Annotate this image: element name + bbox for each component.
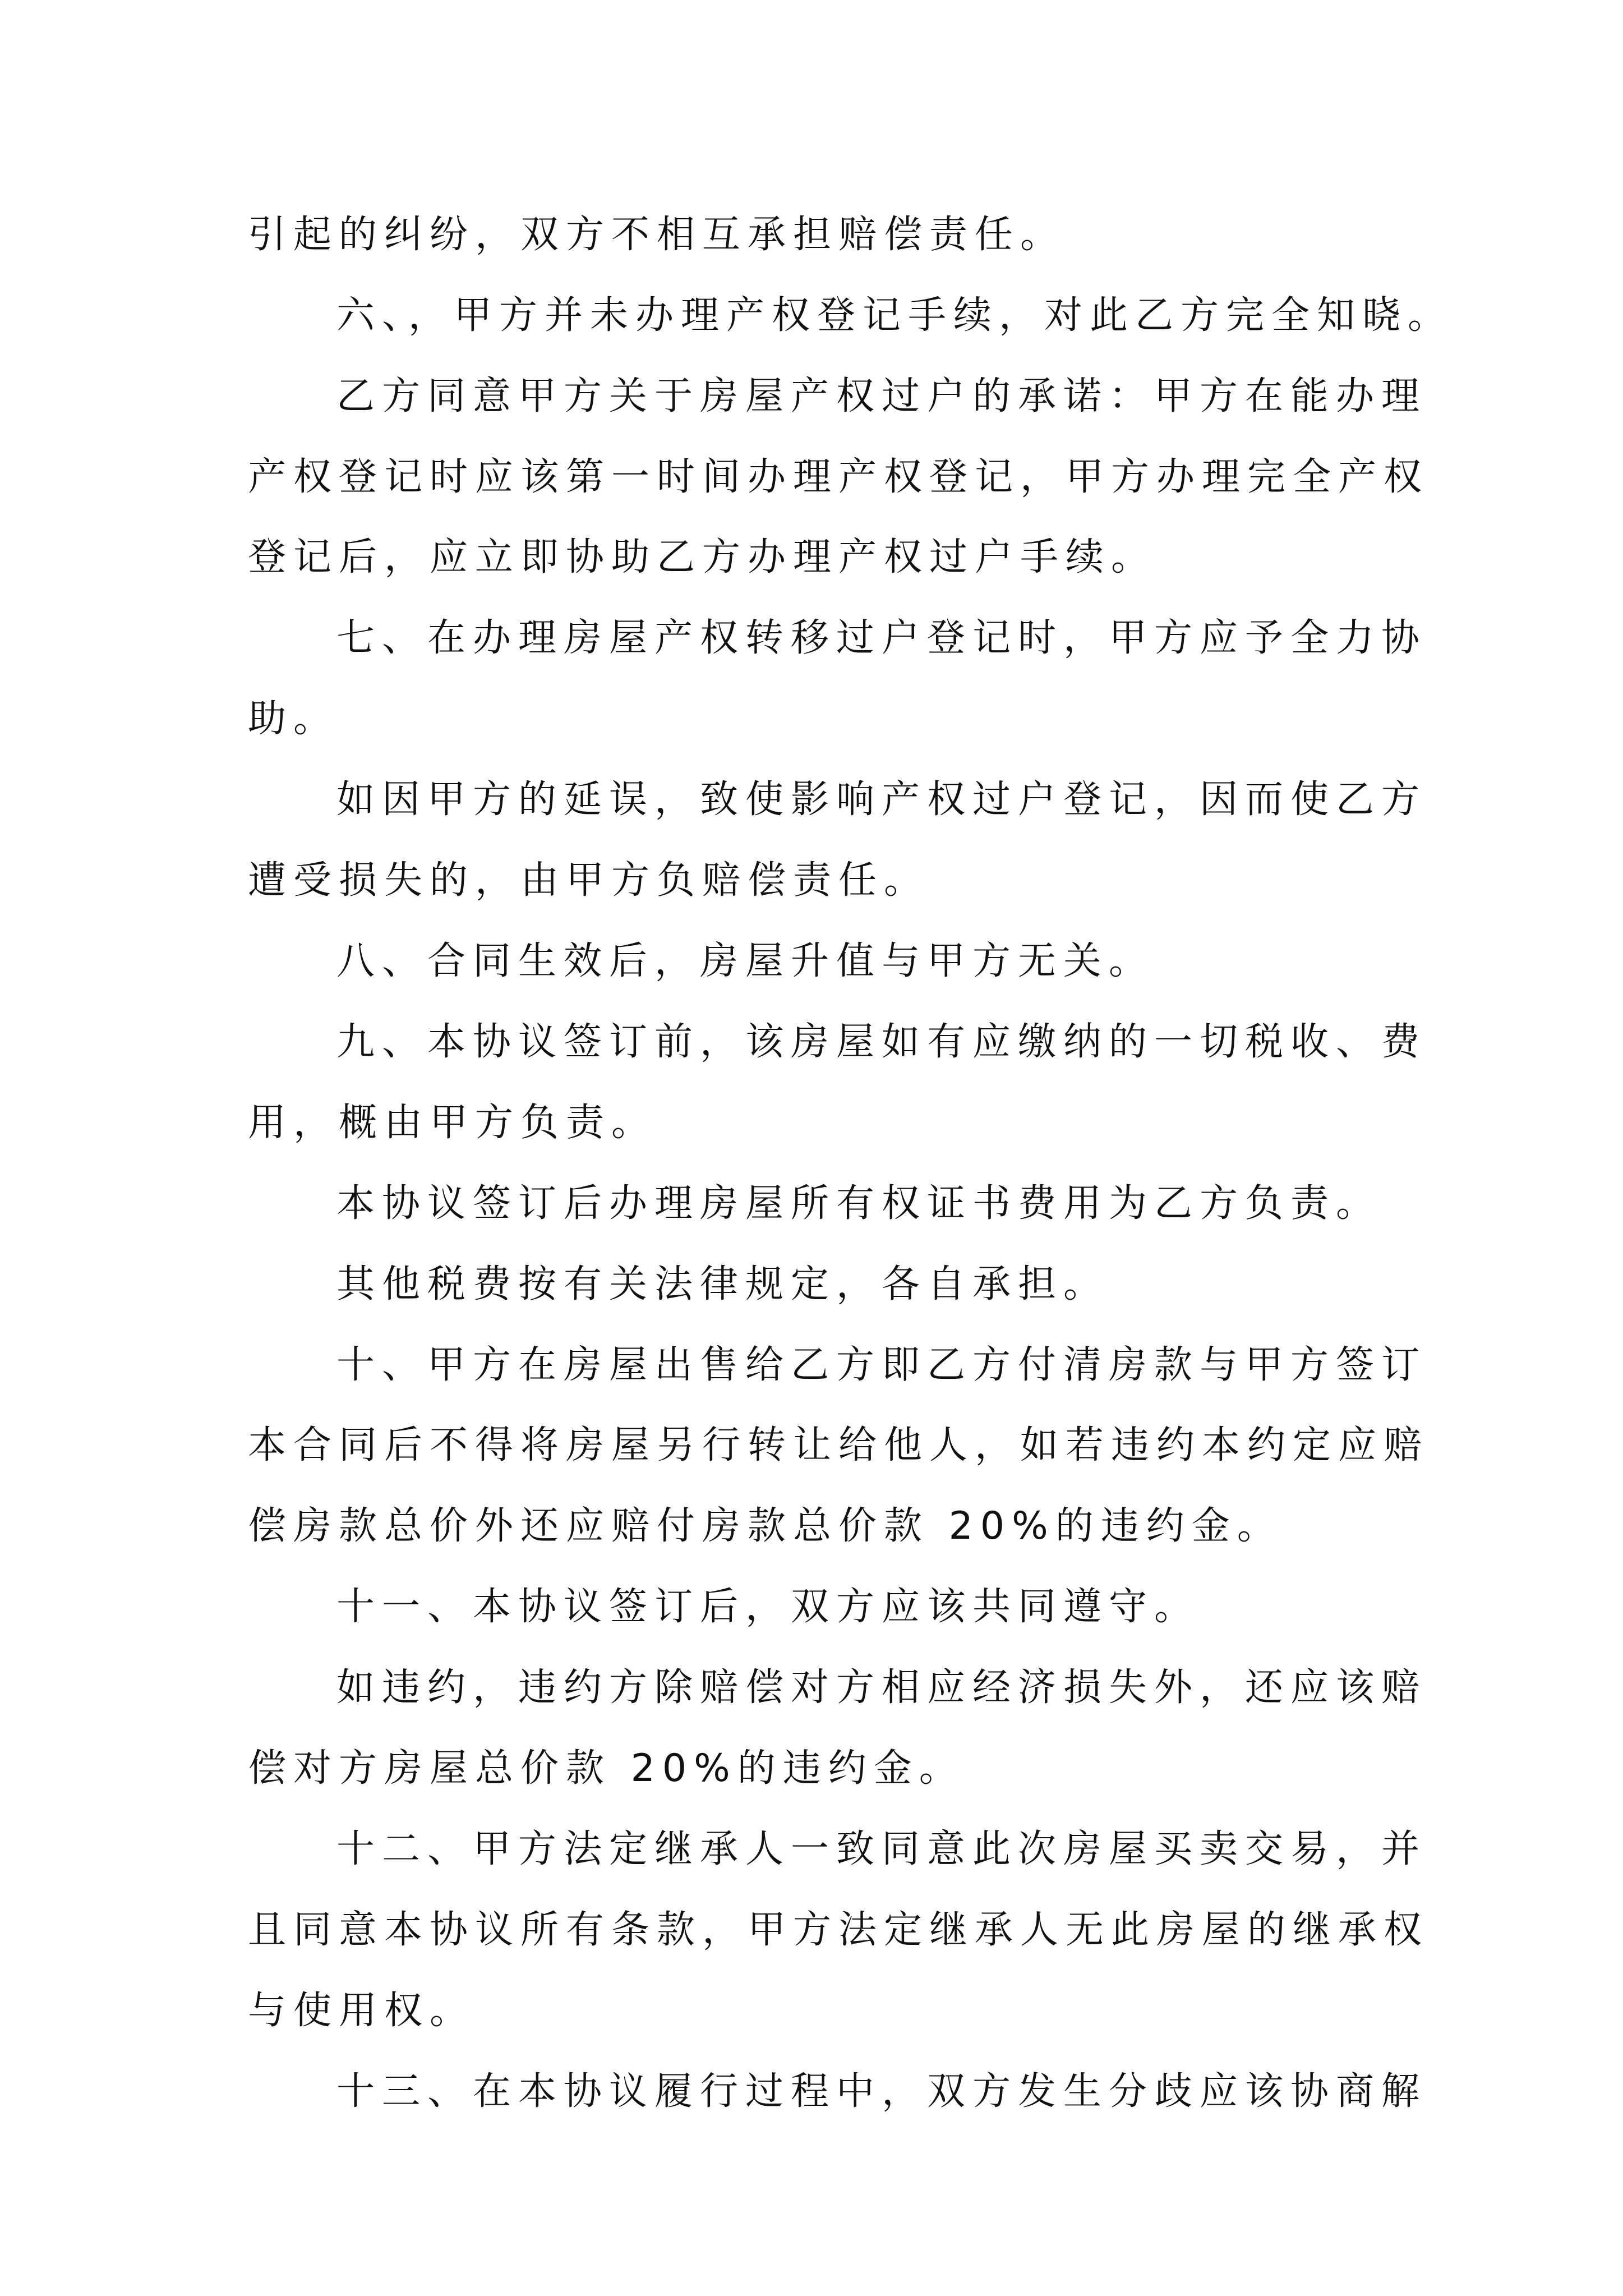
paragraph-line: 与使用权。	[248, 1989, 476, 2033]
paragraph-line: 引起的纠纷，双方不相互承担赔偿责任。	[248, 213, 1066, 257]
paragraph-line: 九、本协议签订前，该房屋如有应缴纳的一切税收、费	[336, 1020, 1427, 1064]
paragraph-line: 偿对方房屋总价款 20%的违约金。	[248, 1746, 965, 1791]
paragraph-line: 且同意本协议所有条款，甲方法定继承人无此房屋的继承权	[248, 1908, 1430, 1952]
paragraph-line: 十一、本协议签订后，双方应该共同遵守。	[336, 1585, 1200, 1629]
paragraph-line: 助。	[248, 697, 339, 741]
paragraph-line: 用，概由甲方负责。	[248, 1101, 657, 1145]
paragraph-line: 十二、甲方法定继承人一致同意此次房屋买卖交易，并	[336, 1827, 1427, 1871]
paragraph-line: 本合同后不得将房屋另行转让给他人，如若违约本约定应赔	[248, 1423, 1430, 1467]
paragraph-line: 偿房款总价外还应赔付房款总价款 20%的违约金。	[248, 1504, 1283, 1548]
paragraph-line: 八、合同生效后，房屋升值与甲方无关。	[336, 939, 1155, 983]
paragraph-line: 七、在办理房屋产权转移过户登记时，甲方应予全力协	[336, 616, 1427, 660]
paragraph-line: 本协议签订后办理房屋所有权证书费用为乙方负责。	[336, 1181, 1382, 1226]
paragraph-line: 乙方同意甲方关于房屋产权过户的承诺：甲方在能办理	[336, 374, 1427, 418]
paragraph-line: 如因甲方的延误，致使影响产权过户登记，因而使乙方	[336, 777, 1427, 822]
paragraph-line: 遭受损失的，由甲方负赔偿责任。	[248, 858, 930, 903]
paragraph-line: 其他税费按有关法律规定，各自承担。	[336, 1262, 1109, 1306]
paragraph-line: 十三、在本协议履行过程中，双方发生分歧应该协商解	[336, 2069, 1427, 2114]
paragraph-line: 如违约，违约方除赔偿对方相应经济损失外，还应该赔	[336, 1665, 1427, 1710]
paragraph-line: 产权登记时应该第一时间办理产权登记，甲方办理完全产权	[248, 455, 1430, 499]
paragraph-line: 六、，甲方并未办理产权登记手续，对此乙方完全知晓。	[336, 293, 1454, 338]
paragraph-line: 登记后，应立即协助乙方办理产权过户手续。	[248, 535, 1157, 579]
paragraph-line: 十、甲方在房屋出售给乙方即乙方付清房款与甲方签订	[336, 1343, 1427, 1387]
